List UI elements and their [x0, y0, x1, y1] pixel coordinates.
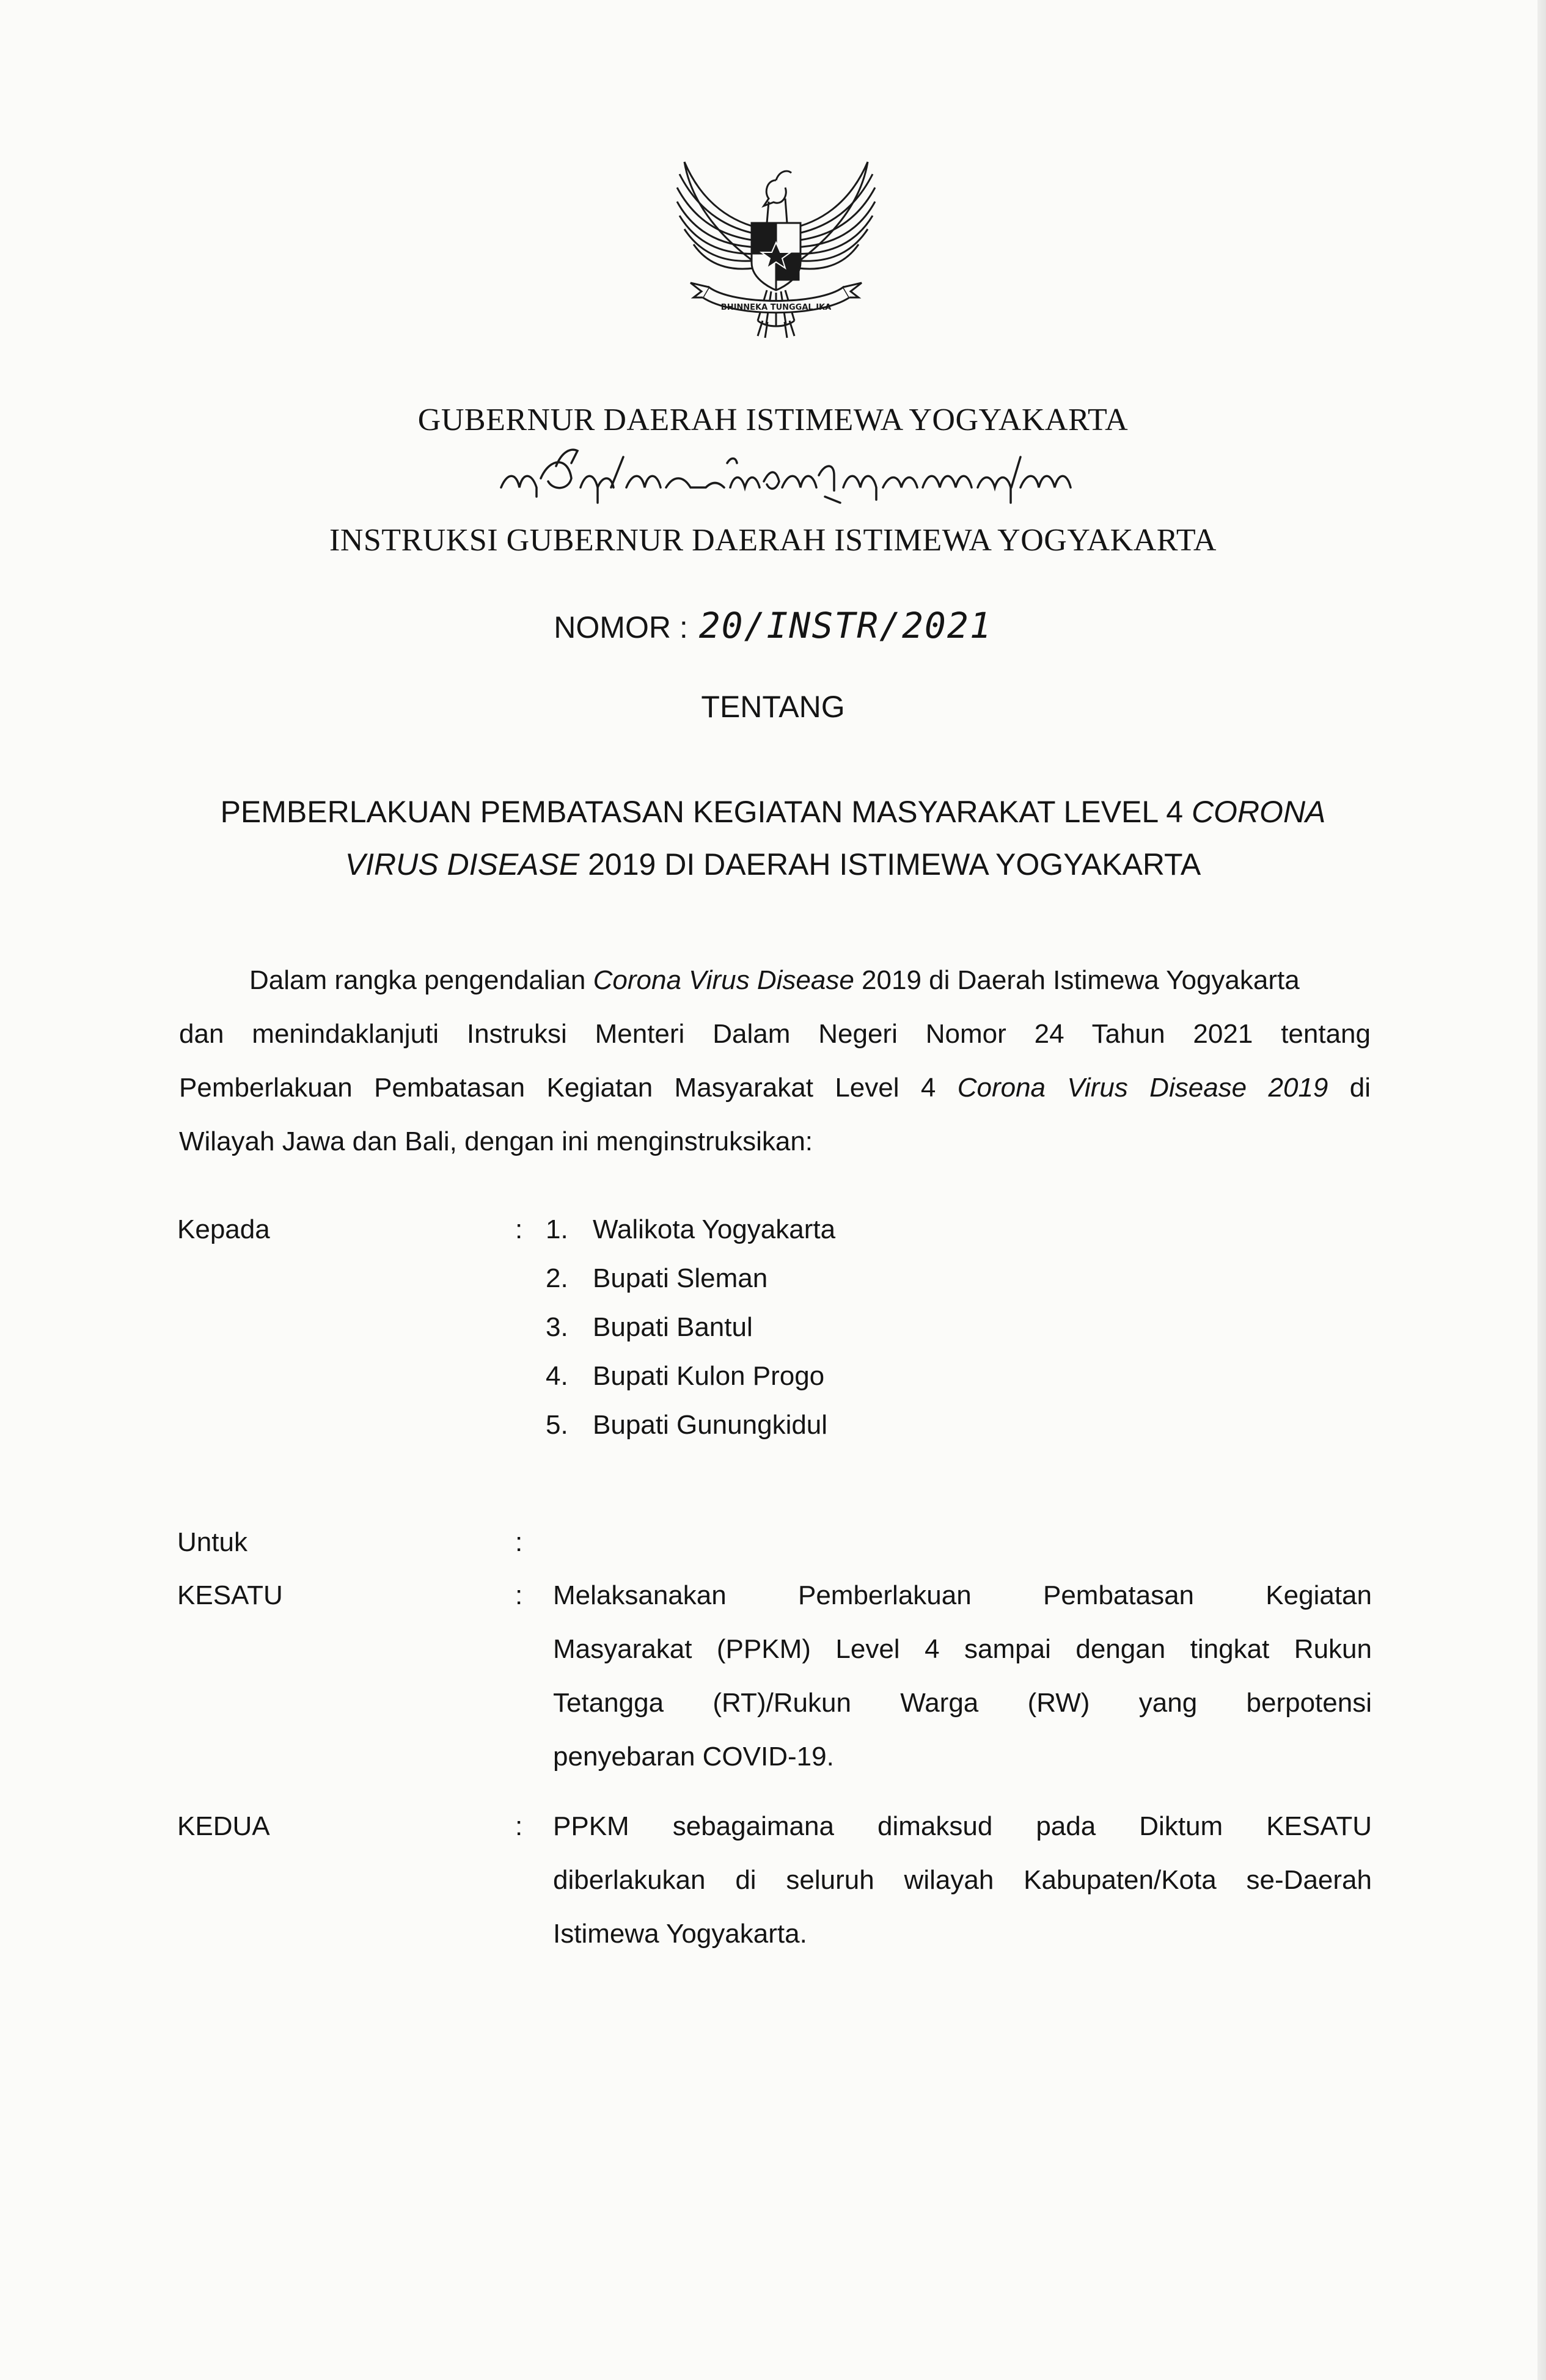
recipient-number: 1. [546, 1214, 568, 1244]
kedua-text-line: Istimewa Yogyakarta. [553, 1919, 807, 1949]
recipient-number: 4. [546, 1361, 568, 1391]
kedua-label: KEDUA [177, 1811, 270, 1841]
page-edge-shadow [1537, 0, 1546, 2380]
recipient-number: 3. [546, 1312, 568, 1342]
recipient-number: 5. [546, 1410, 568, 1440]
document-number-label: NOMOR : [554, 610, 688, 644]
untuk-colon: : [515, 1527, 523, 1557]
untuk-label: Untuk [177, 1527, 247, 1557]
kesatu-label: KESATU [177, 1580, 283, 1610]
kesatu-colon: : [515, 1580, 523, 1610]
kesatu-text-line: Melaksanakan Pemberlakuan Pembatasan Kegiatan [553, 1580, 1372, 1610]
recipient-name: Bupati Bantul [593, 1312, 753, 1342]
kesatu-text-line: penyebaran COVID-19. [553, 1742, 834, 1772]
javanese-script-heading [495, 445, 1106, 512]
title-line-1-text: PEMBERLAKUAN PEMBATASAN KEGIATAN MASYARAKAT LEVEL 4 [220, 795, 1192, 829]
emblem-motto: BHINNEKA TUNGGAL IKA [720, 303, 832, 312]
recipient-name: Bupati Gunungkidul [593, 1410, 828, 1440]
recipient-name: Bupati Kulon Progo [593, 1361, 825, 1391]
recipient-name: Walikota Yogyakarta [593, 1214, 836, 1244]
governor-heading: GUBERNUR DAERAH ISTIMEWA YOGYAKARTA [417, 403, 1129, 437]
instruction-heading: INSTRUKSI GUBERNUR DAERAH ISTIMEWA YOGYAKARTA [329, 523, 1217, 558]
kesatu-text-line: Tetangga (RT)/Rukun Warga (RW) yang berpotensi [553, 1688, 1372, 1718]
kepada-colon: : [515, 1214, 523, 1244]
kesatu-text-line: Masyarakat (PPKM) Level 4 sampai dengan tingkat Rukun [553, 1634, 1372, 1664]
title-line-2-text: 2019 DI DAERAH ISTIMEWA YOGYAKARTA [579, 847, 1201, 882]
kepada-label: Kepada [177, 1214, 270, 1244]
document-number-value: 20/INSTR/2021 [698, 605, 992, 646]
title-line-1-italic: CORONA [1191, 795, 1326, 829]
intro-line-2: dan menindaklanjuti Instruksi Menteri Dalam Negeri Nomor 24 Tahun 2021 tentang [179, 1019, 1371, 1049]
intro-line-3: Pemberlakuan Pembatasan Kegiatan Masyarakat Level 4 Corona Virus Disease 2019 di [179, 1073, 1371, 1103]
about-heading: TENTANG [701, 690, 845, 724]
kedua-colon: : [515, 1811, 523, 1841]
kedua-text-line: diberlakukan di seluruh wilayah Kabupaten/Kota se-Daerah [553, 1865, 1372, 1895]
recipient-name: Bupati Sleman [593, 1263, 768, 1293]
intro-line-4: Wilayah Jawa dan Bali, dengan ini menginstruksikan: [179, 1126, 813, 1156]
garuda-emblem-icon [666, 137, 886, 357]
document-title-line-1 [0, 794, 1546, 830]
recipient-number: 2. [546, 1263, 568, 1293]
title-line-2-italic: VIRUS DISEASE [345, 847, 580, 882]
intro-line-1: Dalam rangka pengendalian Corona Virus Disease 2019 di Daerah Istimewa Yogyakarta [249, 965, 1300, 995]
document-number [0, 605, 1546, 646]
document-title-line-2 [0, 847, 1546, 882]
kedua-text-line: PPKM sebagaimana dimaksud pada Diktum KESATU [553, 1811, 1372, 1841]
